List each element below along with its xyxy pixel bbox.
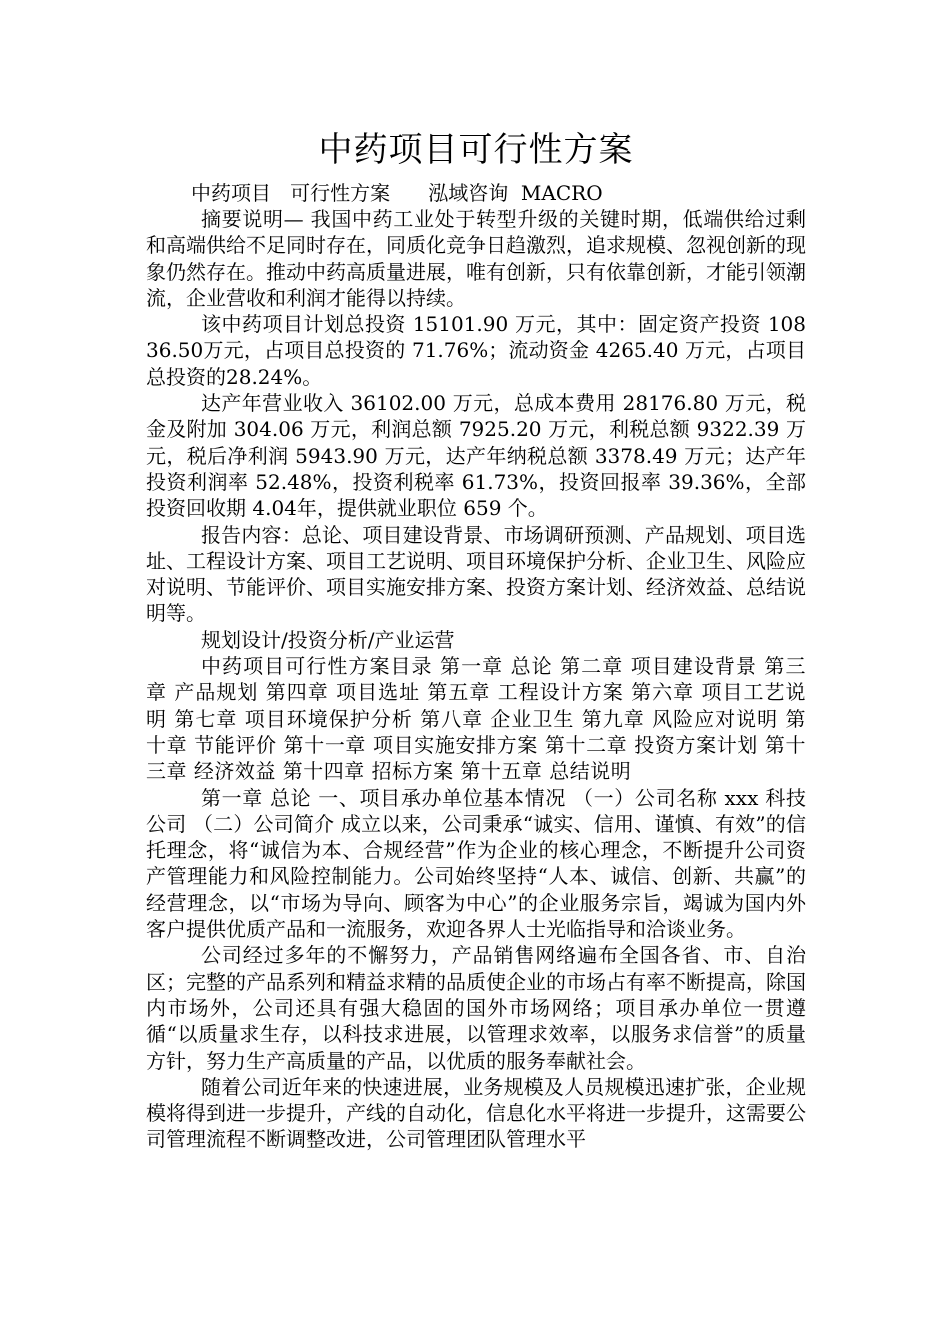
financial-paragraph: 达产年营业收入 36102.00 万元，总成本费用 28176.80 万元，税金及附加 304.06 万元，利润总额 7925.20 万元，利税总额 9322.39 万元，税后净利润 5943.90 万元，达产年纳税总额 3378.49 万元；达产年投资利润率 52.48%，投资利税率 61.73%，投资回报率 39.36%，全部投资回收期 4.04年，提供就业职位 659 个。 — [146, 391, 806, 521]
table-of-contents-paragraph: 中药项目可行性方案目录 第一章 总论 第二章 项目建设背景 第三章 产品规划 第四章 项目选址 第五章 工程设计方案 第六章 项目工艺说明 第七章 项目环境保护分析 第八章 企业卫生 第九章 风险应对说明 第十章 节能评价 第十一章 项目实施安排方案 第十二章 投资方案计划 第十三章 经济效益 第十四章 招标方案 第十五章 总结说明 — [146, 654, 806, 784]
company-growth-paragraph: 随着公司近年来的快速进展，业务规模及人员规模迅速扩张，企业规模将得到进一步提升，产线的自动化，信息化水平将进一步提升，这需要公司管理流程不断调整改进，公司管理团队管理水平 — [146, 1074, 806, 1152]
report-contents-paragraph: 报告内容：总论、项目建设背景、市场调研预测、产品规划、项目选址、工程设计方案、项目工艺说明、项目环境保护分析、企业卫生、风险应对说明、节能评价、项目实施安排方案、投资方案计划、经济效益、总结说明等。 — [146, 522, 806, 626]
document-page — [146, 122, 806, 1153]
document-title: 中药项目可行性方案 — [318, 130, 634, 170]
abstract-paragraph: 摘要说明— 我国中药工业处于转型升级的关键时期，低端供给过剩和高端供给不足同时存在，同质化竞争日趋激烈，追求规模、忽视创新的现象仍然存在。推动中药高质量进展，唯有创新，只有依靠创新，才能引领潮流，企业营收和利润才能得以持续。 — [146, 207, 806, 310]
investment-paragraph: 该中药项目计划总投资 15101.90 万元，其中：固定资产投资 10836.50万元，占项目总投资的 71.76%；流动资金 4265.40 万元，占项目总投资的28.24%。 — [146, 312, 806, 389]
planning-line: 规划设计/投资分析/产业运营 — [201, 627, 455, 652]
document-subtitle: 中药项目 可行性方案 泓域咨询 MACRO — [191, 181, 603, 205]
chapter-one-paragraph: 第一章 总论 一、项目承办单位基本情况 （一）公司名称 xxx 科技公司 （二）公司简介 成立以来，公司秉承“诚实、信用、谨慎、有效”的信托理念，将“诚信为本、合规经营”作为企业的核心理念，不断提升公司资产管理能力和风险控制能力。公司始终坚持“人本、诚信、创新、共赢”的经营理念，以“市场为导向、顾客为中心”的企业服务宗旨，竭诚为国内外客户提供优质产品和一流服务，欢迎各界人士光临指导和洽谈业务。 — [146, 785, 806, 942]
company-effort-paragraph: 公司经过多年的不懈努力，产品销售网络遍布全国各省、市、自治区；完整的产品系列和精益求精的品质使企业的市场占有率不断提高，除国内市场外，公司还具有强大稳固的国外市场网络；项目承办单位一贯遵循“以质量求生存，以科技求进展，以管理求效率，以服务求信誉”的质量方针，努力生产高质量的产品，以优质的服务奉献社会。 — [146, 943, 806, 1073]
